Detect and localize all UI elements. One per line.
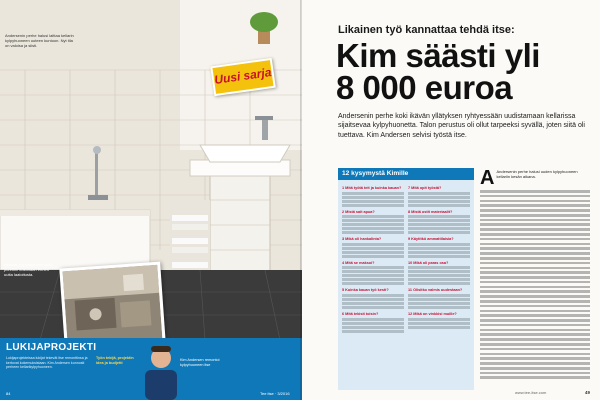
answer-text-line <box>342 298 404 301</box>
new-series-sticker: Uusi sarja <box>210 58 276 96</box>
answer-text-line <box>342 247 404 250</box>
body-text-line <box>480 286 590 289</box>
answer-text-line <box>408 227 470 230</box>
answer-text-line <box>342 306 404 309</box>
headline-line-1: Kim säästi yli <box>336 37 540 74</box>
answer-text-line <box>342 196 404 199</box>
answer-text-line <box>342 318 404 321</box>
body-text-line <box>480 300 590 303</box>
answer-text-line <box>408 294 470 297</box>
person-name: Kim Andersen remontoi kylpyhuoneen itse <box>180 358 220 367</box>
article-headline <box>336 37 596 106</box>
body-text-line <box>480 305 590 308</box>
qa-question: 10 Mikä oli paras osa? <box>408 260 449 265</box>
qa-question: 4 Mitä se maksoi? <box>342 260 375 265</box>
body-text-line <box>480 357 590 360</box>
answer-text-line <box>342 278 404 281</box>
answer-text-line <box>408 266 470 269</box>
answer-text-line <box>342 227 404 230</box>
headline-line-2: 8 000 euroa <box>336 69 513 106</box>
answer-text-line <box>342 255 404 258</box>
qa-question: 1 Mitä työtä teit ja kuinka kauan? <box>342 186 402 190</box>
answer-text-line <box>408 192 470 195</box>
body-text-line <box>480 233 590 236</box>
answer-text-line <box>342 223 404 226</box>
project-subheading: Työn tekijä, projektin idea ja budjetti <box>96 356 134 365</box>
qa-question: 6 Mitä tekisit toisin? <box>342 311 379 316</box>
body-text-line <box>480 214 590 217</box>
answer-text-line <box>408 278 470 281</box>
body-first-line: Andersenin perhe halusi uuden kylpyhuoneen kellariin kesän aikana. <box>496 170 578 179</box>
answer-text-line <box>342 200 404 203</box>
intro-caption: Andersenin perhe halusi laittaa kellarin kylpyhuoneen uuteen kuntoon. Nyt tila on valoisa ja siisti. <box>5 33 74 48</box>
qa-columns <box>342 183 470 388</box>
body-text-line <box>480 243 590 246</box>
answer-text-line <box>342 270 404 273</box>
body-text-line <box>480 338 590 341</box>
answer-text-line <box>408 318 470 321</box>
qa-question: 9 Käytitkö ammattilaisia? <box>408 237 454 242</box>
article-kicker: Likainen työ kannattaa tehdä itse: <box>338 24 515 36</box>
qa-question: 8 Mistä ostit materiaalit? <box>408 209 453 214</box>
inset-photo <box>59 262 165 350</box>
answer-text-line <box>342 330 404 333</box>
answer-text-line <box>342 302 404 305</box>
project-title: LUKIJAPROJEKTI <box>6 342 97 353</box>
body-text-line <box>480 267 590 270</box>
answer-text-line <box>342 243 404 246</box>
body-text-line <box>480 252 590 255</box>
article-body <box>480 170 590 384</box>
body-text-line <box>480 238 590 241</box>
qa-question: 2 Mistä sait apua? <box>342 209 375 214</box>
body-text-line <box>480 348 590 351</box>
body-text-line <box>480 195 590 198</box>
project-lead: Lukijaprojekteissa lukijat tekevät itse remonttinsa ja kertovat kokemuksistaan. Kim Andersen kunnosti perheen kellarikylpyhuoneen. <box>6 356 88 370</box>
body-text-line <box>480 247 590 250</box>
answer-text-line <box>342 251 404 254</box>
qa-question: 11 Olisitko valmis uudestaan? <box>408 288 463 293</box>
answer-text-line <box>342 266 404 269</box>
qa-question: 7 Mitä opit työstä? <box>408 186 442 190</box>
answer-text-line <box>342 215 404 218</box>
body-text-line <box>480 319 590 322</box>
body-text-line <box>480 209 590 212</box>
answer-text-line <box>408 215 470 218</box>
body-text-line <box>480 295 590 298</box>
answer-text-line <box>408 200 470 203</box>
body-text-line <box>480 276 590 279</box>
answer-text-line <box>408 196 470 199</box>
answer-text-line <box>408 223 470 226</box>
body-text-line <box>480 219 590 222</box>
answer-text-line <box>408 274 470 277</box>
qa-column-2 <box>408 183 470 329</box>
qa-column-1 <box>342 183 404 333</box>
body-text-line <box>480 190 590 193</box>
body-text-line <box>480 228 590 231</box>
body-text-line <box>480 310 590 313</box>
person-photo <box>143 340 179 400</box>
answer-text-line <box>342 219 404 222</box>
answer-text-line <box>408 219 470 222</box>
answer-text-line <box>408 247 470 250</box>
answer-text-line <box>342 282 404 285</box>
body-text-line <box>480 362 590 365</box>
answer-text-line <box>408 251 470 254</box>
qa-question: 12 Mikä on vinkkisi muille? <box>408 311 457 316</box>
answer-text-line <box>342 204 404 207</box>
answer-text-line <box>408 282 470 285</box>
drop-cap: A <box>480 170 495 189</box>
answer-text-line <box>342 274 404 277</box>
answer-text-line <box>408 302 470 305</box>
page-number-right: 49 <box>585 390 590 395</box>
body-text-line <box>480 329 590 332</box>
body-text-line <box>480 372 590 375</box>
answer-text-line <box>408 231 470 234</box>
answer-text-line <box>408 306 470 309</box>
qa-box <box>338 168 474 390</box>
page-number-left: 84 <box>6 391 11 396</box>
answer-text-line <box>342 231 404 234</box>
body-text-line <box>480 353 590 356</box>
answer-text-line <box>408 270 470 273</box>
answer-text-line <box>408 243 470 246</box>
body-text-line <box>480 257 590 260</box>
answer-text-line <box>408 255 470 258</box>
answer-text-line <box>342 326 404 329</box>
renovation-photo <box>62 265 162 346</box>
answer-text-line <box>408 322 470 325</box>
body-text-line <box>480 200 590 203</box>
magazine-issue: Tee itse · 3/2016 <box>260 391 290 396</box>
answer-text-line <box>408 204 470 207</box>
inset-caption: Kellarin kylpyhuoneen lattia purettiin kokonaan ennen uutta laatoitusta. <box>4 262 53 277</box>
body-text-line <box>480 333 590 336</box>
body-text-line <box>480 376 590 379</box>
qa-title: 12 kysymystä Kimille <box>338 168 474 180</box>
body-text-line <box>480 343 590 346</box>
body-text-line <box>480 271 590 274</box>
body-text-line <box>480 314 590 317</box>
body-text-line <box>480 223 590 226</box>
qa-question: 3 Mikä oli hankalinta? <box>342 237 382 242</box>
body-text-line <box>480 262 590 265</box>
body-text-line <box>480 324 590 327</box>
answer-text-line <box>342 294 404 297</box>
body-text-line <box>480 367 590 370</box>
qa-question: 5 Kuinka kauan työ kesti? <box>342 288 389 293</box>
body-text-line <box>480 290 590 293</box>
answer-text-line <box>342 192 404 195</box>
website-url: www.tee-itse.com <box>515 390 547 395</box>
answer-text-line <box>408 326 470 329</box>
body-text-line <box>480 204 590 207</box>
answer-text-line <box>408 298 470 301</box>
body-text-line <box>480 281 590 284</box>
article-lead: Andersenin perhe koki ikävän yllätyksen ryhtyessään uudistamaan kellarissa sijaitsevaa kylpyhuonetta. Talon perustus oli ollut tarpeeksi syvällä, joten siitä oli tuettava. Kim Andersen selvisi työstä itse. <box>338 113 585 139</box>
answer-text-line <box>342 322 404 325</box>
